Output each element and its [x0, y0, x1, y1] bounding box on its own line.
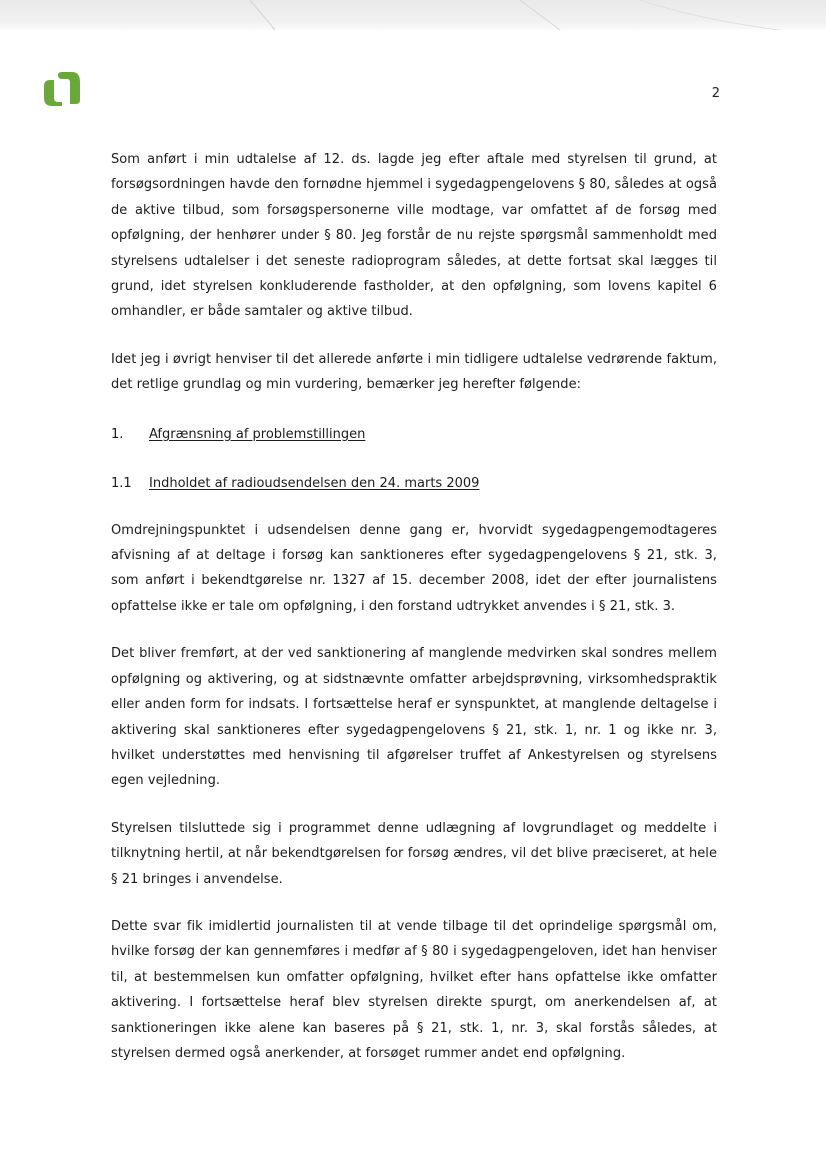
paragraph-intro-1: Som anført i min udtalelse af 12. ds. lagde jeg efter aftale med styrelsen til grund, at forsøgsordningen havde den fornødne hjemmel i sygedagpengelovens § 80, således at også de aktive tilbud, som forsøgspersonerne ville modtage, var omfattet af de forsøg med opfølgning, der henhører under § 80. Jeg forstår de nu rejste spørgsmål sammenholdt med styrelsens udtalelser i det seneste radioprogram således, at dette fortsat skal lægges til grund, idet styrelsen konkluderende fastholder, at den opfølgning, som lovens kapitel 6 omhandler, er både samtaler og aktive tilbud.: [111, 152, 717, 320]
letter-body: [111, 147, 717, 1066]
scan-artifact-lines: [0, 0, 826, 30]
section-title: Indholdet af radioudsendelsen den 24. marts 2009: [149, 475, 480, 491]
section-title: Afgrænsning af problemstillingen: [149, 426, 366, 442]
scan-header-band: [0, 0, 826, 30]
section-heading-1-1: [111, 471, 717, 496]
ombudsman-logo-icon: [42, 72, 82, 108]
section-number: 1.: [111, 426, 124, 442]
paragraph-main-1: Omdrejningspunktet i udsendelsen denne gang er, hvorvidt sygedagpengemodtageres afvisning af at deltage i forsøg kan sanktioneres efter sygedagpengelovens § 21, stk. 3, som anført i bekendtgørelse nr. 1327 af 15. december 2008, idet der efter journalistens opfattelse ikke er tale om opfølgning, i den forstand udtrykket anvendes i § 21, stk. 3.: [111, 522, 717, 614]
paragraph-main-4: Dette svar fik imidlertid journalisten til at vende tilbage til det oprindelige spørgsmål om, hvilke forsøg der kan gennemføres i medfør af § 80 i sygedagpengeloven, idet han henviser til, at bestemmelsen kun omfatter opfølgning, hvilket efter hans opfattelse ikke omfatter aktivering. I fortsættelse heraf blev styrelsen direkte spurgt, om anerkendelsen af, at sanktioneringen ikke alene kan baseres på § 21, stk. 1, nr. 3, skal forstås således, at styrelsen dermed også anerkender, at forsøget rummer andet end opfølgning.: [111, 918, 717, 1061]
section-heading-1: [111, 422, 717, 447]
paragraph-main-3: Styrelsen tilsluttede sig i programmet denne udlægning af lovgrundlaget og meddelte i tilknytning hertil, at når bekendtgørelsen for forsøg ændres, vil det blive præciseret, at hele § 21 bringes i anvendelse.: [111, 820, 717, 887]
paragraph-main-2: Det bliver fremført, at der ved sanktionering af manglende medvirken skal sondres mellem opfølgning og aktivering, og at sidstnævnte omfatter arbejdsprøvning, virksomhedspraktik eller anden form for indsats. I fortsættelse heraf er synspunktet, at manglende deltagelse i aktivering skal sanktioneres efter sygedagpengelovens § 21, stk. 1, nr. 1 og ikke nr. 3, hvilket understøttes med henvisning til afgørelser truffet af Ankestyrelsen og styrelsens egen vejledning.: [111, 646, 717, 789]
page-number: 2: [711, 86, 720, 101]
section-number: 1.1: [111, 475, 132, 491]
paragraph-intro-2: Idet jeg i øvrigt henviser til det allerede anførte i min tidligere udtalelse vedrørende faktum, det retlige grundlag og min vurdering, bemærker jeg herefter følgende:: [111, 351, 717, 393]
